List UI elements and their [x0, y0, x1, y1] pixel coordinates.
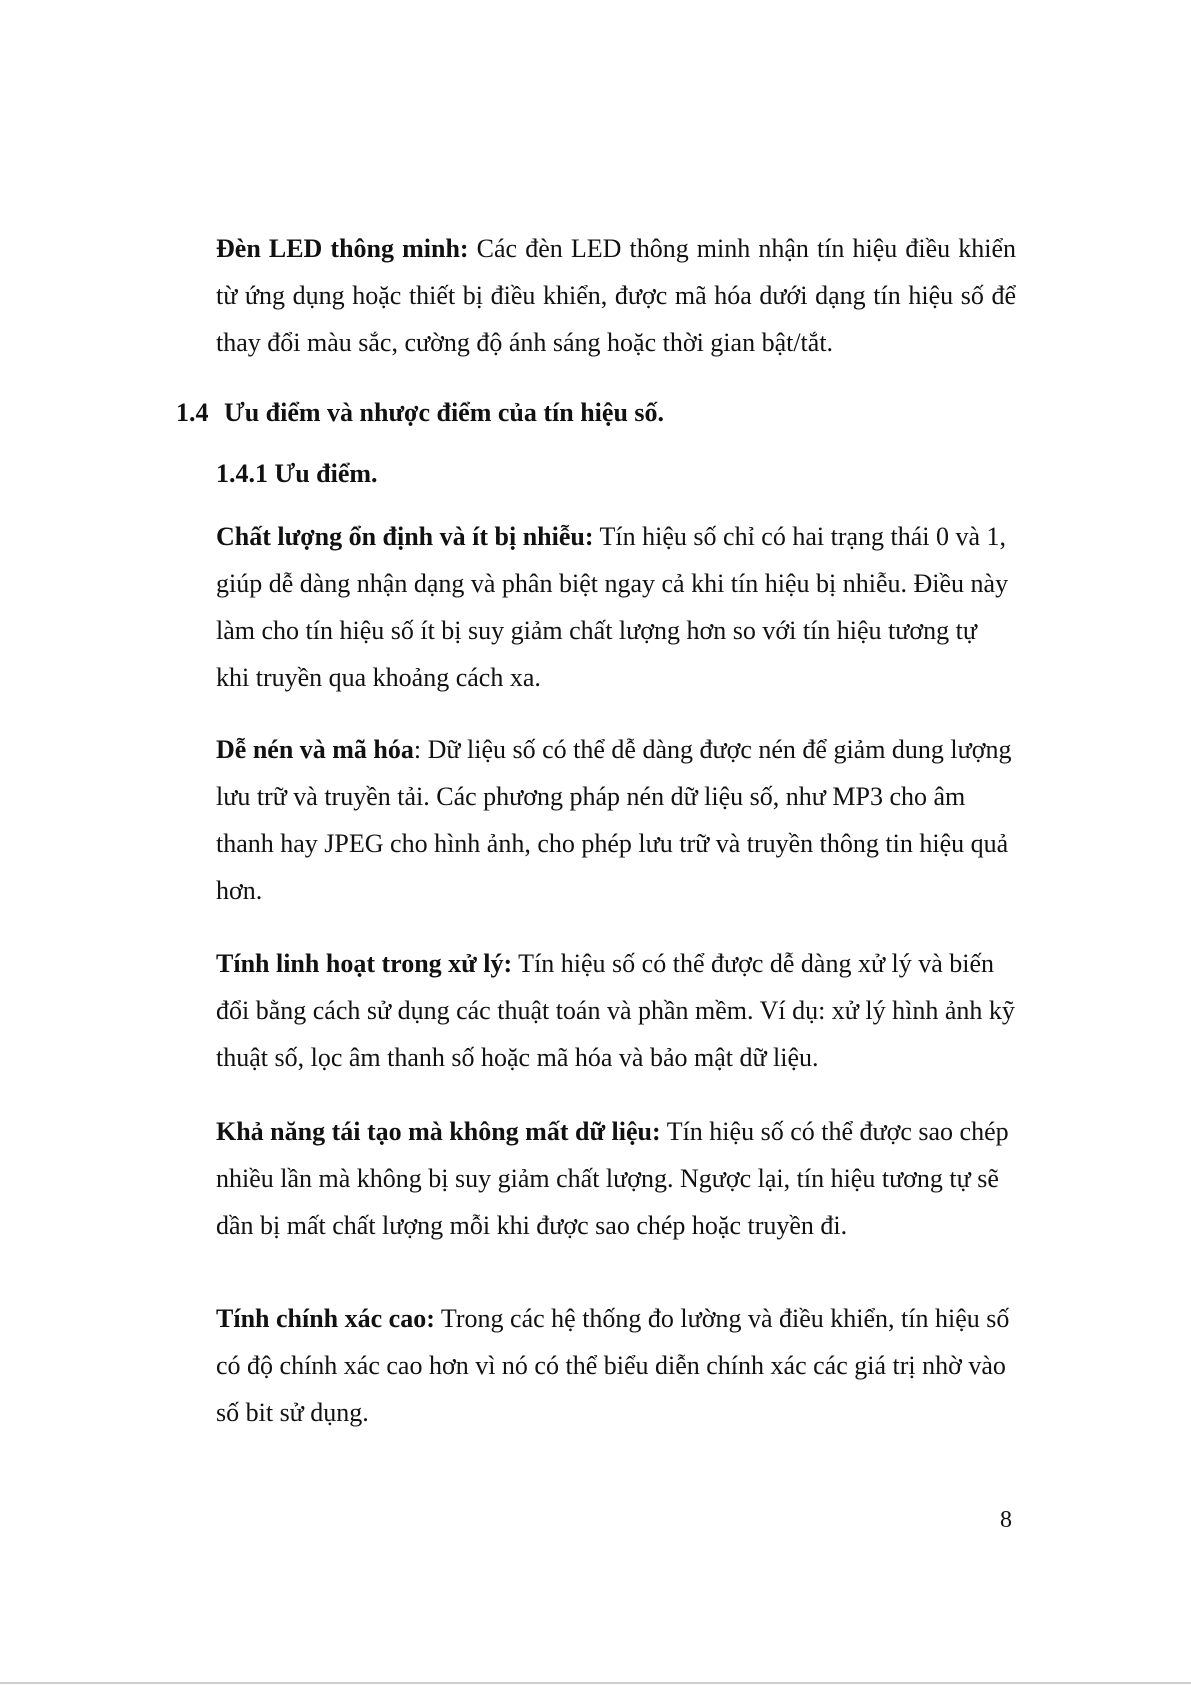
- paragraph-title: Tính linh hoạt trong xử lý:: [216, 949, 513, 978]
- paragraph-reproduction: [216, 1108, 1016, 1249]
- paragraph-title: Dễ nén và mã hóa: [216, 735, 414, 764]
- paragraph-body: : Dữ liệu số có thể dễ dàng được nén để giảm dung lượng lưu trữ và truyền tải. Các phương pháp nén dữ liệu số, như MP3 cho âm thanh hay JPEG cho hình ảnh, cho phép lưu trữ và truyền thông tin hiệu quả hơn.: [216, 735, 1012, 905]
- paragraph-title: Tính chính xác cao:: [216, 1304, 435, 1333]
- page-bottom-divider: [0, 1682, 1191, 1684]
- page-number: 8: [1000, 1507, 1012, 1533]
- paragraph-body: Các đèn LED thông minh nhận tín hiệu điều khiển từ ứng dụng hoặc thiết bị điều khiển, được mã hóa dưới dạng tín hiệu số để thay đổi màu sắc, cường độ ánh sáng hoặc thời gian bật/tắt.: [216, 234, 1017, 357]
- paragraph-smart-led: [216, 225, 1016, 366]
- paragraph-title: Đèn LED thông minh:: [216, 234, 469, 263]
- subsection-number: 1.4.1: [216, 459, 268, 488]
- paragraph-flexibility: [216, 940, 1016, 1081]
- section-heading: [176, 389, 664, 436]
- paragraph-title: Chất lượng ổn định và ít bị nhiễu:: [216, 522, 594, 551]
- subsection-heading: [216, 450, 378, 497]
- paragraph-precision: [216, 1295, 1016, 1436]
- subsection-title: Ưu điểm.: [274, 459, 378, 488]
- paragraph-stable-quality: [216, 513, 1016, 701]
- paragraph-compression: [216, 726, 1016, 914]
- section-number: 1.4: [176, 398, 209, 427]
- paragraph-body: Tín hiệu số có thể được dễ dàng xử lý và biến đổi bằng cách sử dụng các thuật toán và phần mềm. Ví dụ: xử lý hình ảnh kỹ thuật số, lọc âm thanh số hoặc mã hóa và bảo mật dữ liệu.: [216, 949, 1015, 1072]
- paragraph-body: Trong các hệ thống đo lường và điều khiển, tín hiệu số có độ chính xác cao hơn vì nó có thể biểu diễn chính xác các giá trị nhờ vào số bit sử dụng.: [216, 1304, 1010, 1427]
- paragraph-body: Tín hiệu số có thể được sao chép nhiều lần mà không bị suy giảm chất lượng. Ngược lại, tín hiệu tương tự sẽ dần bị mất chất lượng mỗi khi được sao chép hoặc truyền đi.: [216, 1117, 1009, 1240]
- section-title: Ưu điểm và nhược điểm của tín hiệu số.: [224, 398, 665, 427]
- paragraph-title: Khả năng tái tạo mà không mất dữ liệu:: [216, 1117, 661, 1146]
- paragraph-body: Tín hiệu số chỉ có hai trạng thái 0 và 1, giúp dễ dàng nhận dạng và phân biệt ngay cả khi tín hiệu bị nhiễu. Điều này làm cho tín hiệu số ít bị suy giảm chất lượng hơn so với tín hiệu tương tự khi truyền qua khoảng cách xa.: [216, 522, 1009, 692]
